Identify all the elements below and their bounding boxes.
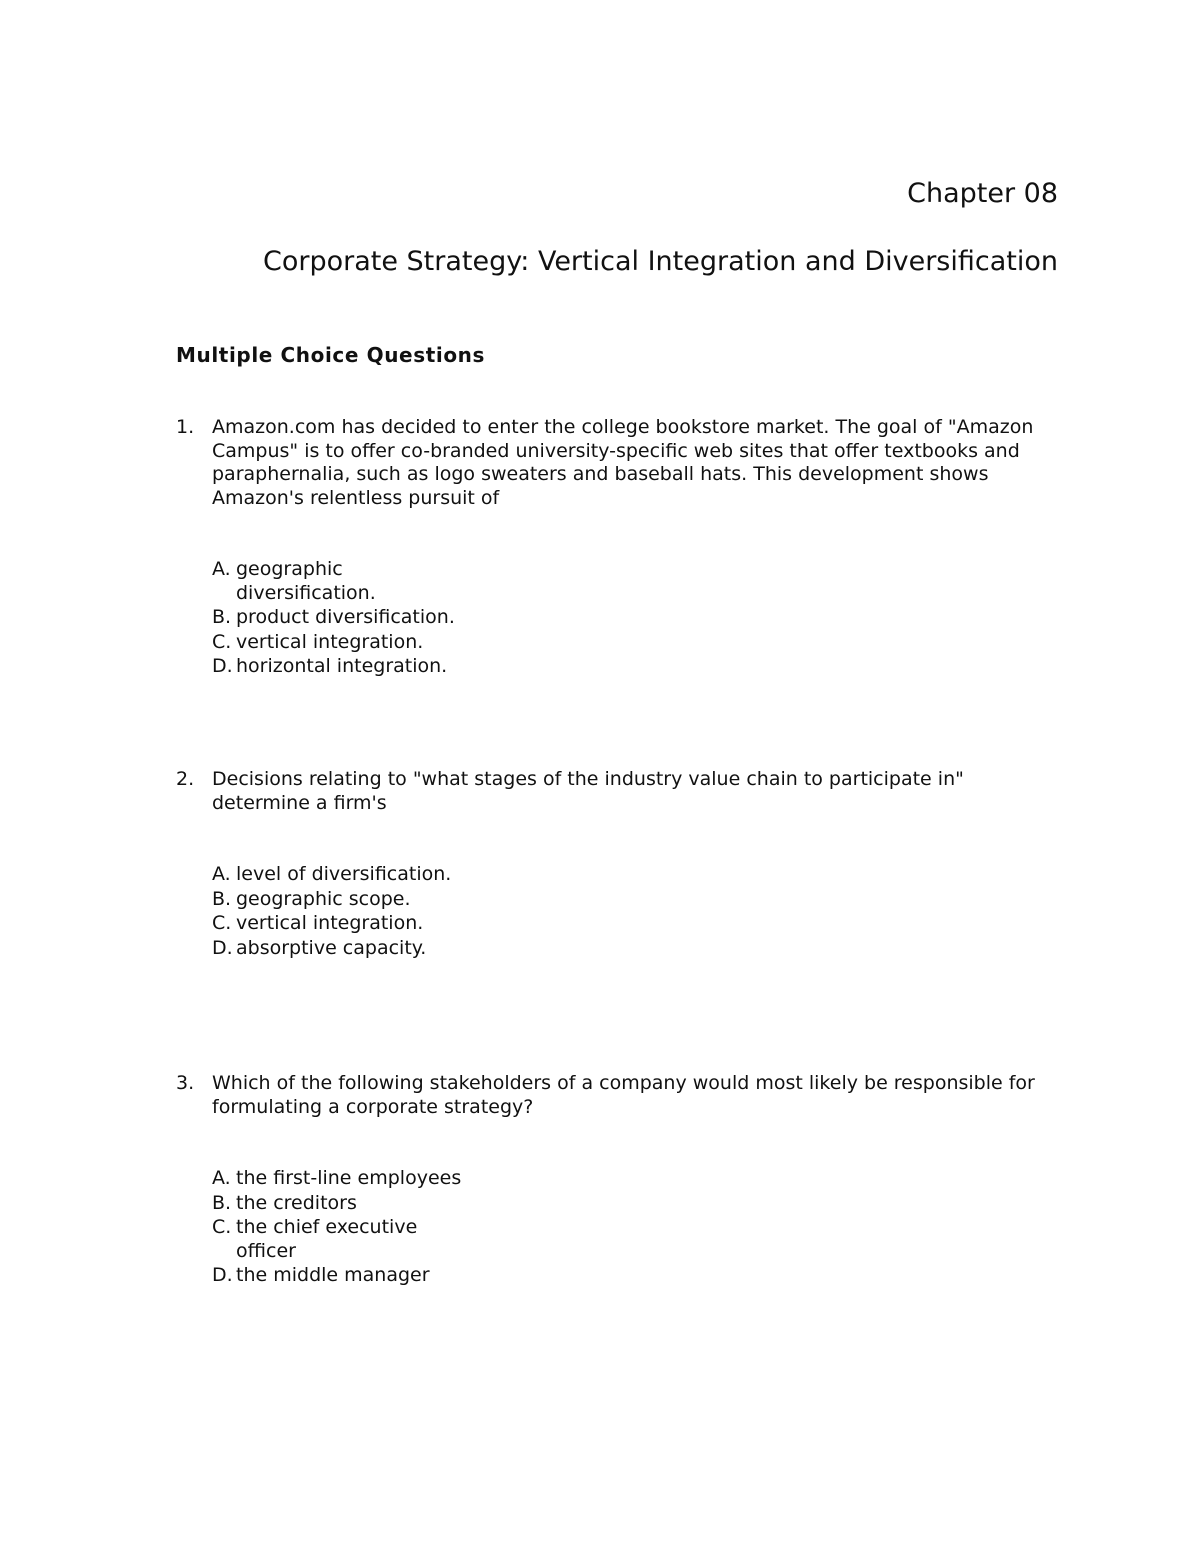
answer-option-b: [212, 1192, 466, 1216]
answer-option-c: [212, 1216, 466, 1263]
answer-option-b: [212, 888, 466, 912]
option-text: geographic diversification.: [236, 558, 376, 604]
answer-option-b: [212, 606, 466, 630]
question-stem: Amazon.com has decided to enter the college bookstore market. The goal of "Amazon Campus" is to offer co-branded university-specific web sites that offer textbooks and paraphernalia, such as logo sweaters and baseball hats. This development shows Amazon's relentless pursuit of: [212, 416, 1034, 509]
question-1: [176, 416, 1056, 680]
option-letter: A.: [212, 1167, 231, 1189]
option-letter: C.: [212, 630, 232, 653]
answer-option-c: [212, 912, 466, 936]
answer-option-d: [212, 937, 466, 961]
option-letter: B.: [212, 1191, 232, 1214]
chapter-title: Corporate Strategy: Vertical Integration and Diversification: [262, 246, 1058, 277]
option-letter: D.: [212, 1264, 233, 1286]
question-number: 2.: [176, 768, 195, 790]
question-stem: Decisions relating to "what stages of the industry value chain to participate in" determine a firm's: [212, 768, 964, 814]
chapter-label: Chapter 08: [907, 178, 1058, 209]
option-letter: C.: [212, 1216, 232, 1238]
question-number: 3.: [176, 1072, 195, 1094]
option-letter: A.: [212, 558, 231, 580]
answer-option-a: [212, 863, 466, 887]
answer-option-d: [212, 1264, 466, 1288]
option-letter: D.: [212, 655, 233, 677]
option-text: the first-line employees: [236, 1167, 462, 1189]
section-heading: Multiple Choice Questions: [176, 343, 486, 367]
question-2: [176, 768, 1056, 961]
option-text: the creditors: [236, 1191, 357, 1214]
answer-option-a: [212, 1167, 466, 1191]
option-letter: D.: [212, 936, 233, 959]
question-3: [176, 1072, 1056, 1289]
option-text: level of diversification.: [236, 863, 452, 885]
option-letter: C.: [212, 912, 232, 934]
answer-option-c: [212, 631, 466, 655]
answer-option-a: [212, 558, 466, 605]
question-number: 1.: [176, 416, 195, 438]
option-text: vertical integration.: [236, 630, 424, 653]
option-text: horizontal integration.: [236, 655, 448, 677]
answer-options: [212, 863, 1056, 960]
option-text: the chief executive officer: [236, 1216, 418, 1262]
option-text: vertical integration.: [236, 912, 424, 934]
answer-options: [212, 558, 1056, 679]
option-letter: B.: [212, 887, 232, 910]
option-text: absorptive capacity.: [236, 936, 427, 959]
answer-option-d: [212, 655, 466, 679]
option-letter: B.: [212, 606, 232, 628]
option-text: geographic scope.: [236, 887, 411, 910]
option-text: product diversification.: [236, 606, 455, 628]
question-stem: Which of the following stakeholders of a company would most likely be responsible for formulating a corporate strategy?: [212, 1072, 1035, 1118]
option-letter: A.: [212, 863, 231, 885]
answer-options: [212, 1167, 1056, 1288]
option-text: the middle manager: [236, 1264, 430, 1286]
